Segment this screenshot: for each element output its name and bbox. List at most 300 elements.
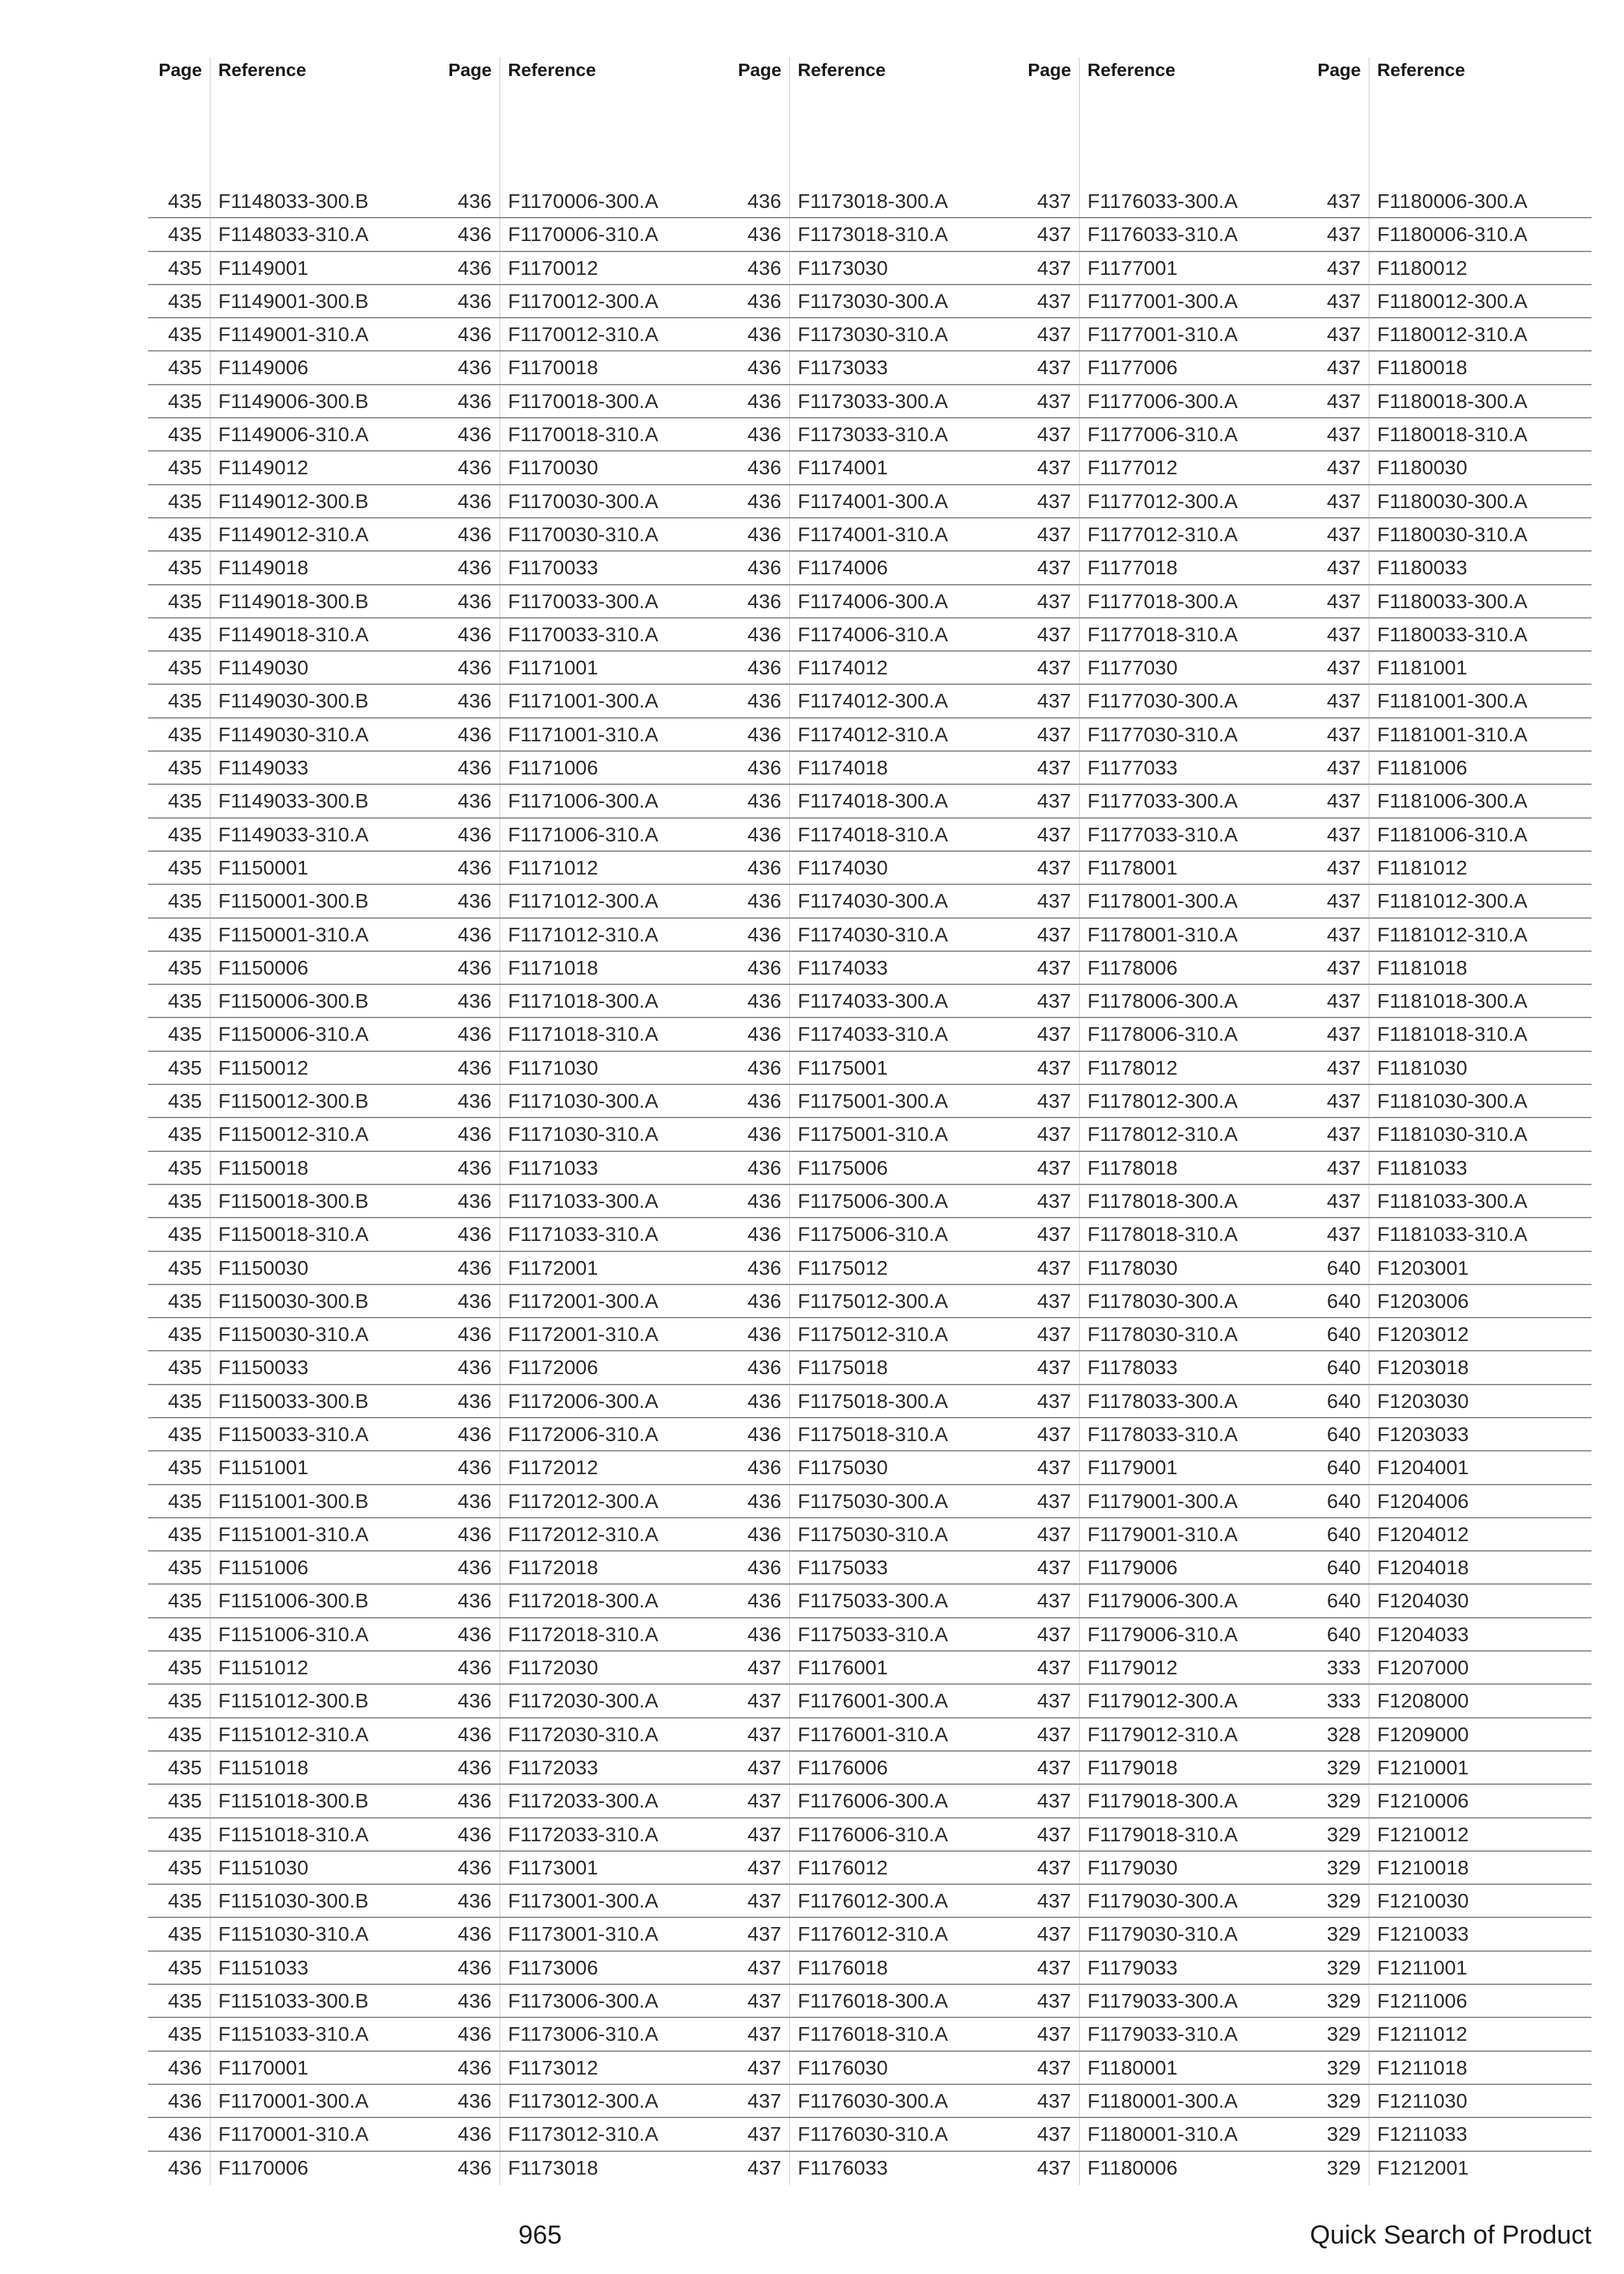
table-row <box>438 619 728 652</box>
reference-cell: F1180001 <box>1079 2052 1307 2084</box>
page-cell: 435 <box>168 856 202 879</box>
reference-cell: F1172001-300.A <box>500 1285 728 1317</box>
reference-cell: F1171006-300.A <box>500 785 728 817</box>
page-cell: 437 <box>1326 1189 1361 1212</box>
table-row <box>1307 1152 1592 1185</box>
reference-cell: F1177001-310.A <box>1079 318 1307 350</box>
page-cell: 436 <box>457 2156 492 2179</box>
table-row <box>438 1518 728 1552</box>
reference-cell: F1177033-300.A <box>1079 785 1307 817</box>
reference-cell: F1180018 <box>1369 351 1592 383</box>
reference-cell: F1173030 <box>789 252 1017 284</box>
column-header <box>1307 52 1592 185</box>
reference-cell: F1171006-310.A <box>500 819 728 850</box>
table-row <box>438 1718 728 1752</box>
reference-cell: F1174018-310.A <box>789 819 1017 850</box>
reference-cell: F1150018-310.A <box>210 1218 438 1250</box>
table-row <box>1307 1418 1592 1451</box>
page-cell: 435 <box>168 256 202 279</box>
page-cell: 436 <box>457 1223 492 1246</box>
table-row <box>728 452 1017 485</box>
page-cell: 437 <box>1326 856 1361 879</box>
column-header <box>728 52 1017 185</box>
reference-cell: F1170012-300.A <box>500 285 728 317</box>
table-row <box>728 1285 1017 1318</box>
reference-cell: F1177033-310.A <box>1079 819 1307 850</box>
page-cell: 435 <box>168 1156 202 1179</box>
reference-cell: F1175033 <box>789 1552 1017 1583</box>
table-row <box>438 985 728 1018</box>
reference-cell: F1149030 <box>210 652 438 683</box>
table-row <box>1307 1718 1592 1752</box>
reference-cell: F1175012 <box>789 1252 1017 1284</box>
reference-cell: F1179033 <box>1079 1952 1307 1984</box>
reference-cell: F1178001 <box>1079 852 1307 884</box>
reference-cell: F1172006-310.A <box>500 1418 728 1450</box>
reference-cell: F1174012-310.A <box>789 719 1017 750</box>
table-row <box>728 2118 1017 2151</box>
table-row <box>438 2052 728 2085</box>
reference-cell: F1175030-300.A <box>789 1485 1017 1517</box>
table-row <box>728 1618 1017 1652</box>
page-cell: 435 <box>168 1489 202 1513</box>
reference-cell: F1170001-310.A <box>210 2118 438 2150</box>
page-cell: 436 <box>457 1023 492 1046</box>
page-cell: 435 <box>168 1056 202 1079</box>
page-cell: 436 <box>747 1589 781 1613</box>
page-cell: 640 <box>1326 1389 1361 1412</box>
reference-cell: F1151001 <box>210 1451 438 1483</box>
table-row <box>148 1052 438 1085</box>
page-cell: 329 <box>1326 2089 1361 2112</box>
page-cell: 640 <box>1326 1422 1361 1446</box>
reference-cell: F1211006 <box>1369 1985 1592 2017</box>
reference-cell: F1204012 <box>1369 1518 1592 1550</box>
reference-cell: F1180018-300.A <box>1369 385 1592 417</box>
table-row <box>1307 1985 1592 2018</box>
page-cell: 436 <box>457 2056 492 2079</box>
reference-cell: F1173001-310.A <box>500 1918 728 1950</box>
reference-cell: F1171030-300.A <box>500 1085 728 1117</box>
reference-cell: F1210033 <box>1369 1918 1592 1950</box>
reference-cell: F1150030-300.B <box>210 1285 438 1317</box>
reference-cell: F1170012 <box>500 252 728 284</box>
table-row <box>1017 1052 1307 1085</box>
table-row <box>438 1351 728 1385</box>
table-row <box>728 685 1017 718</box>
column-header <box>1017 52 1307 185</box>
page-cell: 437 <box>1326 1023 1361 1046</box>
reference-cell: F1172012-310.A <box>500 1518 728 1550</box>
reference-cell: F1179018-300.A <box>1079 1785 1307 1817</box>
page-cell: 435 <box>168 1956 202 1979</box>
reference-cell: F1175006 <box>789 1152 1017 1184</box>
page-cell: 435 <box>168 1822 202 1846</box>
column-header <box>148 52 438 185</box>
reference-cell: F1177018 <box>1079 552 1307 583</box>
page-cell: 436 <box>747 1422 781 1446</box>
page-cell: 437 <box>1037 689 1071 713</box>
table-row <box>1307 1852 1592 1885</box>
table-row <box>1307 218 1592 251</box>
page-cell: 435 <box>168 923 202 946</box>
reference-cell: F1177030-310.A <box>1079 719 1307 750</box>
table-row <box>1307 1785 1592 1818</box>
reference-cell: F1180001-300.A <box>1079 2085 1307 2117</box>
page-cell: 436 <box>457 1090 492 1113</box>
page-cell: 437 <box>747 1989 781 2013</box>
page-cell: 437 <box>1326 1223 1361 1246</box>
reference-cell: F1174030 <box>789 852 1017 884</box>
table-row <box>728 1518 1017 1552</box>
page-cell: 437 <box>1037 1789 1071 1813</box>
page-cell: 436 <box>747 556 781 580</box>
page-cell: 436 <box>747 1223 781 1246</box>
page-cell: 437 <box>1037 522 1071 546</box>
table-row <box>1017 1852 1307 1885</box>
table-row <box>148 1785 438 1818</box>
table-row <box>728 218 1017 251</box>
reference-cell: F1150006 <box>210 952 438 984</box>
table-row <box>148 1685 438 1718</box>
page-cell: 436 <box>747 1456 781 1479</box>
reference-cell: F1173006-310.A <box>500 2018 728 2050</box>
table-row <box>438 752 728 785</box>
page-cell: 437 <box>1037 756 1071 780</box>
reference-cell: F1149018 <box>210 552 438 583</box>
page-cell: 437 <box>1326 889 1361 913</box>
table-row <box>1307 1351 1592 1385</box>
table-row <box>1307 418 1592 452</box>
page-cell: 437 <box>1037 1889 1071 1913</box>
page-cell: 436 <box>747 1489 781 1513</box>
table-row <box>1017 1518 1307 1552</box>
table-row <box>728 719 1017 752</box>
table-row <box>728 1752 1017 1785</box>
page-cell: 436 <box>457 1956 492 1979</box>
page-cell: 435 <box>168 522 202 546</box>
reference-cell: F1179001-310.A <box>1079 1518 1307 1550</box>
page-cell: 435 <box>168 1656 202 1680</box>
page-cell: 437 <box>1037 1456 1071 1479</box>
reference-cell: F1178033 <box>1079 1351 1307 1383</box>
page-cell: 435 <box>168 489 202 513</box>
page-cell: 437 <box>1326 456 1361 479</box>
header-page: Page <box>1028 60 1071 80</box>
table-row <box>148 1718 438 1752</box>
table-row <box>438 1218 728 1251</box>
reference-cell: F1181033-300.A <box>1369 1185 1592 1217</box>
table-row <box>1017 1285 1307 1318</box>
page-cell: 437 <box>1037 1756 1071 1779</box>
table-row <box>1017 1952 1307 1985</box>
page-cell: 437 <box>1037 1722 1071 1746</box>
table-row <box>1017 1752 1307 1785</box>
reference-cell: F1178006-300.A <box>1079 985 1307 1017</box>
reference-cell: F1181001-310.A <box>1369 719 1592 750</box>
reference-cell: F1148033-300.B <box>210 185 438 217</box>
header-reference: Reference <box>210 57 438 190</box>
index-column-group-5 <box>1307 52 1592 2185</box>
reference-cell: F1179033-310.A <box>1079 2018 1307 2050</box>
page-cell: 436 <box>747 823 781 846</box>
table-row <box>1017 1652 1307 1685</box>
page-cell: 437 <box>1037 622 1071 646</box>
reference-cell: F1204030 <box>1369 1585 1592 1616</box>
reference-cell: F1203030 <box>1369 1385 1592 1417</box>
table-row <box>728 952 1017 985</box>
reference-cell: F1174018-300.A <box>789 785 1017 817</box>
page-cell: 437 <box>1037 1556 1071 1579</box>
table-row <box>728 919 1017 952</box>
table-row <box>148 752 438 785</box>
reference-cell: F1175030 <box>789 1451 1017 1483</box>
table-row <box>728 1985 1017 2018</box>
reference-cell: F1171018-300.A <box>500 985 728 1017</box>
table-row <box>1307 485 1592 518</box>
table-row <box>1017 1185 1307 1218</box>
index-column-group-4 <box>1017 52 1307 2185</box>
page-cell: 437 <box>1326 389 1361 413</box>
page-cell: 436 <box>457 722 492 746</box>
reference-cell: F1173018-300.A <box>789 185 1017 217</box>
table-row <box>728 1018 1017 1051</box>
table-row <box>438 1952 728 1985</box>
page-cell: 437 <box>1326 1090 1361 1113</box>
table-row <box>1017 2018 1307 2051</box>
table-row <box>728 1118 1017 1151</box>
table-row <box>148 2052 438 2085</box>
reference-cell: F1176006 <box>789 1752 1017 1783</box>
table-row <box>438 1252 728 1285</box>
page-cell: 436 <box>457 1522 492 1546</box>
table-row <box>1017 285 1307 318</box>
reference-cell: F1204006 <box>1369 1485 1592 1517</box>
table-row <box>148 1418 438 1451</box>
table-row <box>1017 1552 1307 1585</box>
table-row <box>1017 819 1307 852</box>
table-row <box>148 585 438 619</box>
page-cell: 437 <box>1037 1923 1071 1946</box>
reference-cell: F1204033 <box>1369 1618 1592 1650</box>
page-cell: 329 <box>1326 1822 1361 1846</box>
table-row <box>438 1585 728 1618</box>
table-row <box>438 1018 728 1051</box>
reference-cell: F1181018 <box>1369 952 1592 984</box>
page-cell: 329 <box>1326 2023 1361 2046</box>
reference-cell: F1150012 <box>210 1052 438 1084</box>
reference-cell: F1176030 <box>789 2052 1017 2084</box>
table-row <box>1017 719 1307 752</box>
reference-cell: F1151012-310.A <box>210 1718 438 1750</box>
reference-cell: F1176012 <box>789 1852 1017 1884</box>
reference-cell: F1174030-300.A <box>789 885 1017 917</box>
table-row <box>1307 1485 1592 1518</box>
page-cell: 436 <box>457 489 492 513</box>
table-row <box>1017 1685 1307 1718</box>
table-row <box>438 1618 728 1652</box>
page-cell: 436 <box>747 923 781 946</box>
reference-cell: F1171030-310.A <box>500 1118 728 1150</box>
table-row <box>728 1885 1017 1918</box>
page-cell: 436 <box>747 1090 781 1113</box>
table-row <box>148 1918 438 1951</box>
page-cell: 436 <box>457 1722 492 1746</box>
reference-cell: F1176018-300.A <box>789 1985 1017 2017</box>
table-row <box>728 1085 1017 1118</box>
table-row <box>438 2152 728 2185</box>
header-page: Page <box>1317 60 1361 80</box>
reference-cell: F1177006-310.A <box>1079 418 1307 450</box>
reference-cell: F1175033-300.A <box>789 1585 1017 1616</box>
reference-cell: F1173033 <box>789 351 1017 383</box>
reference-cell: F1173018 <box>500 2152 728 2185</box>
table-row <box>438 1418 728 1451</box>
page-cell: 436 <box>457 889 492 913</box>
page-cell: 437 <box>1037 289 1071 313</box>
page-cell: 437 <box>747 2089 781 2112</box>
page-cell: 435 <box>168 990 202 1013</box>
page-cell: 436 <box>457 522 492 546</box>
page-cell: 437 <box>747 2123 781 2146</box>
page-cell: 437 <box>747 1656 781 1680</box>
page-cell: 436 <box>747 990 781 1013</box>
page-cell: 435 <box>168 1456 202 1479</box>
reference-cell: F1151033 <box>210 1952 438 1984</box>
table-row <box>1307 2085 1592 2118</box>
table-row <box>148 2018 438 2051</box>
table-row <box>1307 1585 1592 1618</box>
page-cell: 437 <box>1037 1023 1071 1046</box>
table-row <box>1307 1618 1592 1652</box>
reference-cell: F1179001-300.A <box>1079 1485 1307 1517</box>
page-cell: 435 <box>168 1923 202 1946</box>
reference-cell: F1180033 <box>1369 552 1592 583</box>
product-index-table <box>148 52 1592 2185</box>
reference-cell: F1151001-300.B <box>210 1485 438 1517</box>
page-cell: 437 <box>747 1689 781 1713</box>
table-row <box>1017 1085 1307 1118</box>
reference-cell: F1174006 <box>789 552 1017 583</box>
reference-cell: F1176001 <box>789 1652 1017 1683</box>
page-cell: 436 <box>747 756 781 780</box>
table-row <box>148 452 438 485</box>
table-row <box>728 285 1017 318</box>
reference-cell: F1181012 <box>1369 852 1592 884</box>
page-cell: 436 <box>457 1923 492 1946</box>
reference-cell: F1150001-310.A <box>210 919 438 951</box>
table-row <box>1017 418 1307 452</box>
page-cell: 437 <box>1326 956 1361 979</box>
table-row <box>1307 552 1592 585</box>
reference-cell: F1151033-310.A <box>210 2018 438 2050</box>
table-row <box>1017 952 1307 985</box>
reference-cell: F1150006-310.A <box>210 1018 438 1050</box>
reference-cell: F1180006-300.A <box>1369 185 1592 217</box>
reference-cell: F1173012-300.A <box>500 2085 728 2117</box>
reference-cell: F1149012 <box>210 452 438 483</box>
table-row <box>148 1485 438 1518</box>
page-cell: 435 <box>168 1090 202 1113</box>
table-row <box>148 2085 438 2118</box>
table-row <box>728 485 1017 518</box>
reference-cell: F1181006 <box>1369 752 1592 784</box>
reference-cell: F1204001 <box>1369 1451 1592 1483</box>
page-cell: 436 <box>457 1156 492 1179</box>
reference-cell: F1179012 <box>1079 1652 1307 1683</box>
reference-cell: F1181006-310.A <box>1369 819 1592 850</box>
page-cell: 437 <box>1037 789 1071 813</box>
reference-cell: F1180012-300.A <box>1369 285 1592 317</box>
page-cell: 437 <box>1037 356 1071 379</box>
page-cell: 640 <box>1326 1289 1361 1312</box>
header-reference: Reference <box>1079 57 1307 190</box>
reference-cell: F1174006-300.A <box>789 585 1017 617</box>
page-cell: 436 <box>457 2023 492 2046</box>
page-cell: 435 <box>168 656 202 680</box>
page-cell: 436 <box>168 2123 202 2146</box>
reference-cell: F1149033 <box>210 752 438 784</box>
table-row <box>438 785 728 818</box>
table-row <box>148 719 438 752</box>
table-row <box>1017 885 1307 918</box>
page-cell: 437 <box>1037 1289 1071 1312</box>
reference-cell: F1180018-310.A <box>1369 418 1592 450</box>
table-row <box>1307 285 1592 318</box>
table-row <box>728 985 1017 1018</box>
reference-cell: F1181001-300.A <box>1369 685 1592 717</box>
page-cell: 437 <box>1037 2156 1071 2179</box>
reference-cell: F1150012-310.A <box>210 1118 438 1150</box>
page-cell: 640 <box>1326 1456 1361 1479</box>
reference-cell: F1211018 <box>1369 2052 1592 2084</box>
reference-cell: F1149012-310.A <box>210 518 438 550</box>
index-column-group-2 <box>438 52 728 2185</box>
page-cell: 436 <box>747 289 781 313</box>
page-cell: 435 <box>168 1389 202 1412</box>
page-cell: 436 <box>457 1056 492 1079</box>
reference-cell: F1150001 <box>210 852 438 884</box>
table-row <box>1307 518 1592 552</box>
reference-cell: F1172033-310.A <box>500 1819 728 1850</box>
page-cell: 437 <box>1326 722 1361 746</box>
reference-cell: F1171033-310.A <box>500 1218 728 1250</box>
reference-cell: F1149030-300.B <box>210 685 438 717</box>
page-cell: 435 <box>168 289 202 313</box>
page-cell: 437 <box>1037 1056 1071 1079</box>
page-cell: 436 <box>747 956 781 979</box>
reference-cell: F1178012 <box>1079 1052 1307 1084</box>
reference-cell: F1181018-300.A <box>1369 985 1592 1017</box>
page-cell: 437 <box>1326 1123 1361 1146</box>
page-cell: 436 <box>747 489 781 513</box>
table-row <box>438 1852 728 1885</box>
page-cell: 437 <box>747 1756 781 1779</box>
reference-cell: F1176033 <box>789 2152 1017 2185</box>
reference-cell: F1181001 <box>1369 652 1592 683</box>
reference-cell: F1175001 <box>789 1052 1017 1084</box>
section-title: Quick Search of Product <box>1310 2221 1592 2249</box>
page-cell: 436 <box>457 1123 492 1146</box>
table-row <box>1017 919 1307 952</box>
page-cell: 435 <box>168 1522 202 1546</box>
page-cell: 436 <box>168 2156 202 2179</box>
table-row <box>148 1852 438 1885</box>
page-cell: 437 <box>747 2023 781 2046</box>
page-cell: 437 <box>1326 256 1361 279</box>
page-cell: 435 <box>168 1722 202 1746</box>
reference-cell: F1178030 <box>1079 1252 1307 1284</box>
